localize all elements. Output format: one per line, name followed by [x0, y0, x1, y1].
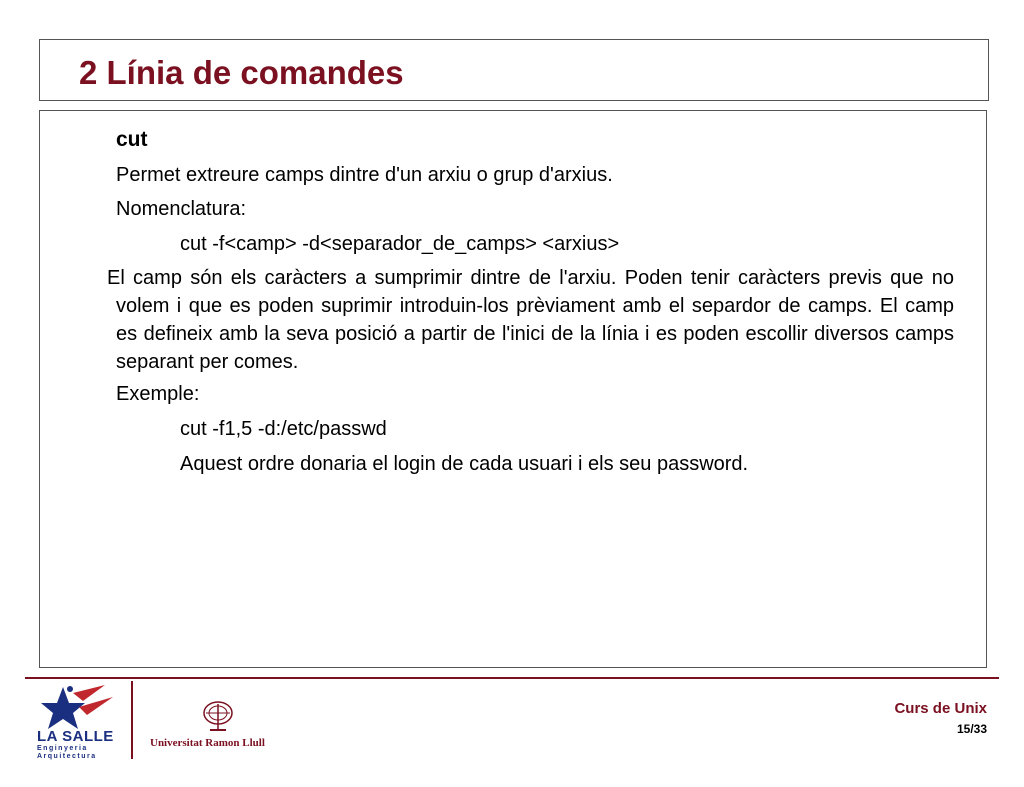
university-name: Universitat Ramon Llull: [150, 737, 265, 749]
title-box: [39, 39, 989, 101]
command-syntax: cut -f<camp> -d<separador_de_camps> <arxius>: [180, 233, 620, 255]
lasalle-subtitle-line-1: Enginyeria: [37, 745, 88, 752]
content-box: [39, 110, 987, 668]
example-label: Exemple:: [116, 383, 200, 405]
lasalle-wordmark: LA SALLE: [37, 728, 114, 745]
lasalle-subtitle: [37, 745, 97, 761]
nomenclature-label: Nomenclatura:: [116, 198, 247, 220]
footer-divider: [131, 681, 133, 759]
slide-title: 2 Línia de comandes: [79, 54, 404, 91]
command-description: Permet extreure camps dintre d'un arxiu o grup d'arxius.: [116, 164, 613, 186]
example-explanation: Aquest ordre donaria el login de cada usuari i els seu password.: [180, 453, 749, 475]
university-tree-emblem-icon: [200, 700, 236, 734]
footer-rule: [25, 677, 999, 679]
field-explanation-paragraph: El camp són els caràcters a sumprimir dintre de l'arxiu. Poden tenir caràcters previs que no volem i que es poden suprimir introduin-los prèviament amb el separdor de camps. El camp es defineix amb la seva posició a partir de l'inici de la línia i es poden escollir diversos camps separant per comes.: [107, 267, 954, 373]
lasalle-subtitle-line-2: Arquitectura: [37, 753, 97, 760]
example-command: cut -f1,5 -d:/etc/passwd: [180, 418, 387, 440]
command-heading: cut: [116, 128, 148, 151]
course-name: Curs de Unix: [894, 700, 987, 717]
page-number: 15/33: [956, 722, 987, 736]
